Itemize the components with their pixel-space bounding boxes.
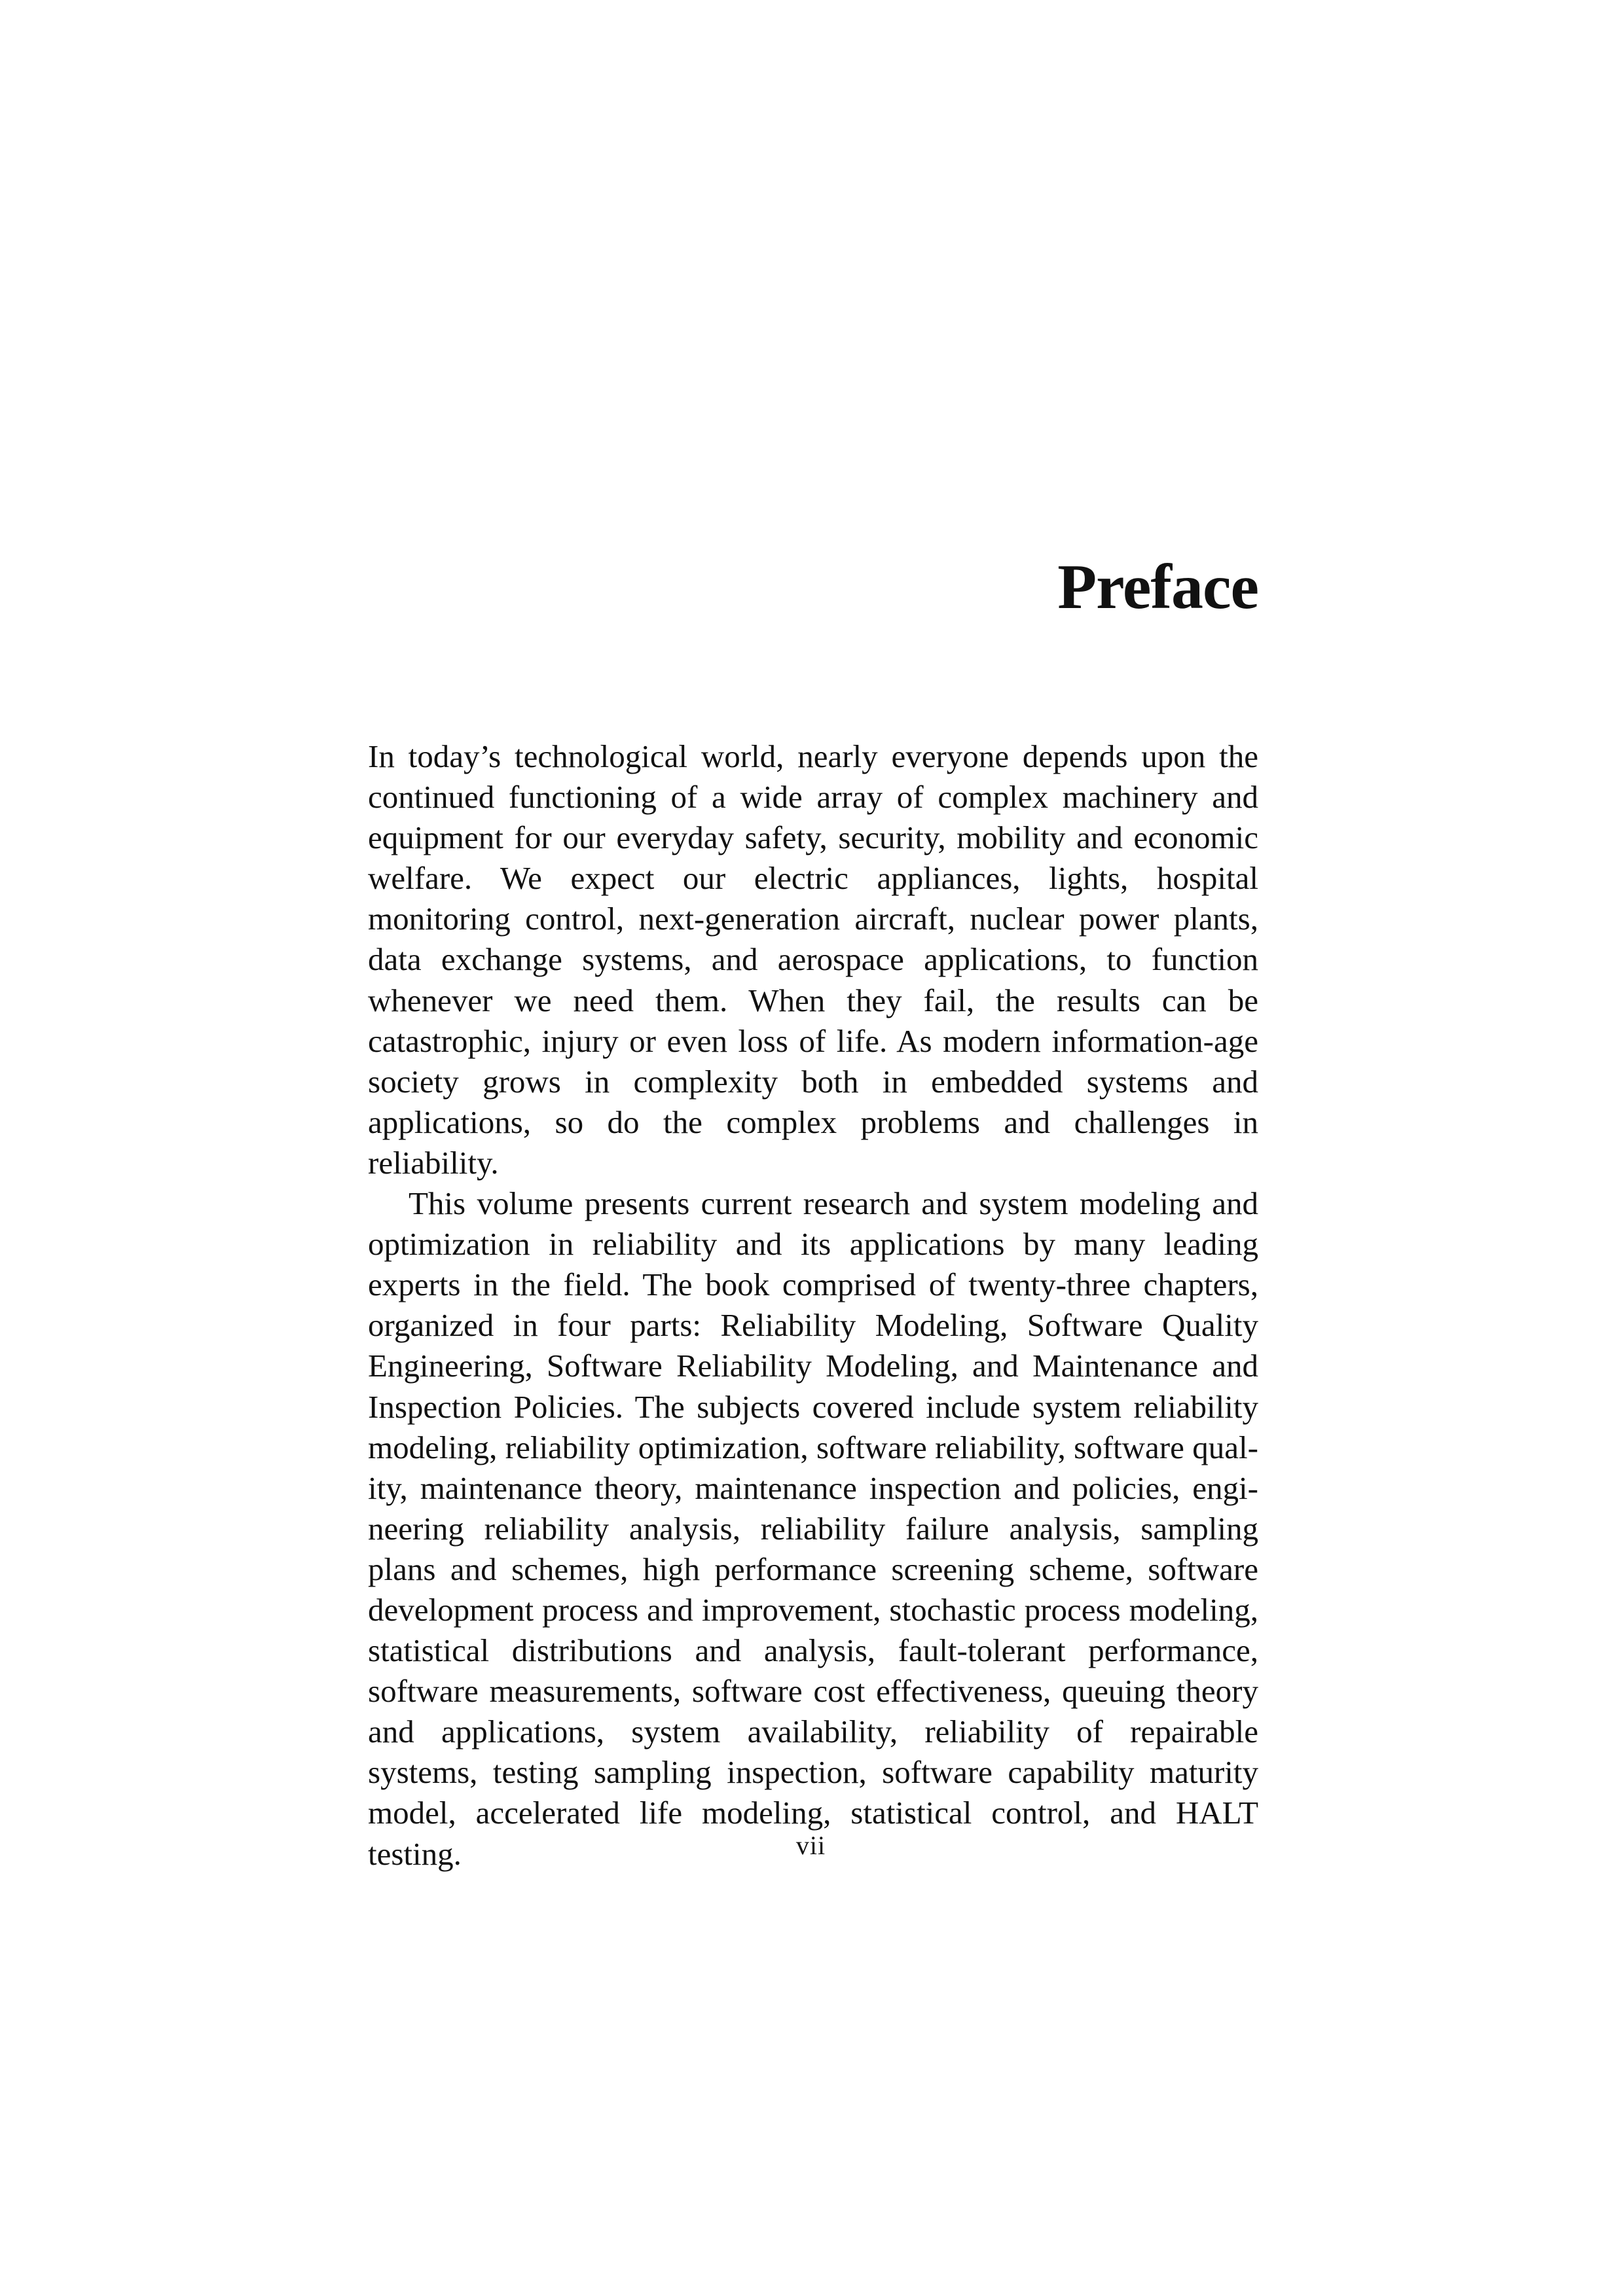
paragraph-2: This volume presents current research and system modeling and optimization in reliability and its applications by many leading experts in the field. The book comprised of twenty-three chapters, organized in four parts: Reliability Modeling, Software Quality Engineering, Software Reliability Modeling, and Maintenance and Inspection Policies. The subjects covered include system reliability modeling, reliability optimization, software reliability, software quality, maintenance theory, maintenance inspection and policies, engineering reliability analysis, reliability failure analysis, sampling plans and schemes, high performance screening scheme, software development process and improvement, stochastic process modeling, statistical distributions and analysis, fault-tolerant performance, software measurements, software cost effectiveness, queuing theory and applications, system availability, reliability of repairable systems, testing sampling inspection, software capability maturity model, accelerated life modeling, statistical control, and HALT testing. [368, 1185, 1258, 1872]
paragraph-1: In today’s technological world, nearly everyone depends upon the continued functioning of a wide array of complex machinery and equipment for our everyday safety, security, mobility and economic welfare. We expect our electric appliances, lights, hospital monitoring control, next-generation aircraft, nuclear power plants, data exchange systems, and aerospace applications, to function whenever we need them. When they fail, the results can be catastrophic, injury or even loss of life. As modern information-age society grows in complexity both in embedded systems and applications, so do the complex problems and challenges in reliability. [368, 738, 1258, 1181]
page-title: Preface [1057, 552, 1258, 622]
preface-body [368, 736, 1258, 1874]
page-number: vii [795, 1831, 826, 1860]
